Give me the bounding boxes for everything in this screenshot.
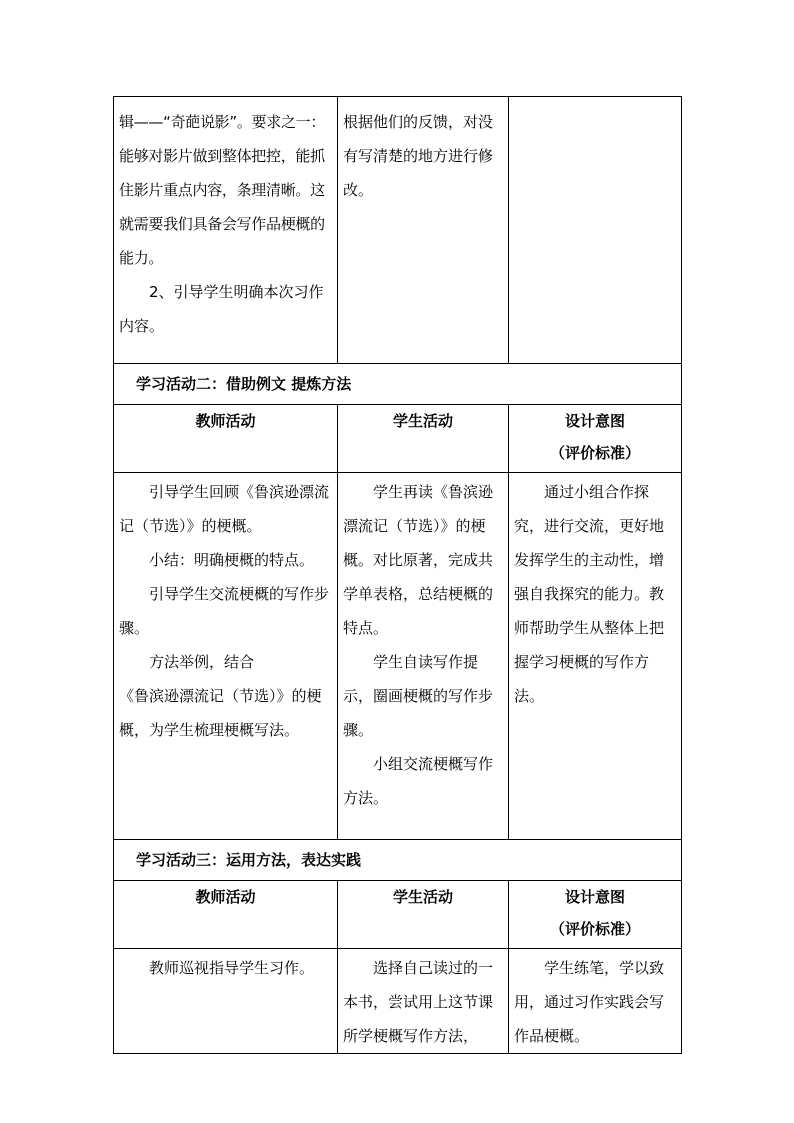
activity2-header-student <box>338 405 509 473</box>
activity3-header-row <box>114 881 682 949</box>
activity2-header-design-sub: （评价标准） <box>549 444 640 462</box>
activity2-header-design <box>509 405 682 473</box>
activity3-title: 学习活动三：运用方法，表达实践 <box>114 840 682 881</box>
activity2-title: 学习活动二：借助例文 提炼方法 <box>114 364 682 405</box>
activity3-title-row <box>114 840 682 881</box>
section1-row <box>114 97 682 364</box>
activity2-student-cell <box>338 473 509 840</box>
activity2-header-row <box>114 405 682 473</box>
activity2-header-teacher-label: 教师活动 <box>195 412 256 430</box>
activity2-teacher-para-3: 引导学生交流梗概的写作步骤。 <box>119 585 330 637</box>
activity2-student-para-2: 学生自读写作提示，圈画梗概的写作步骤。 <box>343 653 494 739</box>
activity2-teacher-para-4: 方法举例，结合 <box>149 653 255 671</box>
lesson-plan-table <box>113 96 682 1054</box>
activity3-teacher-para-1: 教师巡视指导学生习作。 <box>149 959 315 977</box>
activity3-header-design-label: 设计意图 <box>564 888 625 906</box>
activity2-body-row <box>114 473 682 840</box>
activity3-teacher-cell <box>114 949 338 1054</box>
activity2-student-para-3: 小组交流梗概写作方法。 <box>343 755 494 807</box>
activity2-student-para-1: 学生再读《鲁滨逊漂流记（节选）》的梗概。对比原著，完成共学单表格，总结梗概的特点。 <box>343 483 494 637</box>
activity2-design-cell <box>509 473 682 840</box>
activity3-student-cell <box>338 949 509 1054</box>
activity3-header-design <box>509 881 682 949</box>
section1-student-cell <box>338 97 509 364</box>
section1-design-cell <box>509 97 682 364</box>
activity2-teacher-para-1: 引导学生回顾《鲁滨逊漂流记（节选）》的梗概。 <box>119 483 330 535</box>
section1-teacher-para-1: 辑——“奇葩说影”。要求之一：能够对影片做到整体把控，能抓住影片重点内容，条理清晰。这就需要我们具备会写作品梗概的能力。 <box>119 113 326 267</box>
activity2-design-para-1: 通过小组合作探究，进行交流，更好地发挥学生的主动性，增强自我探究的能力。教师帮助学生从整体上把握学习梗概的写作方法。 <box>514 483 665 705</box>
section1-teacher-cell <box>114 97 338 364</box>
activity2-teacher-para-2: 小结：明确梗概的特点。 <box>149 551 315 569</box>
activity3-design-para-1: 学生练笔，学以致用，通过习作实践会写作品梗概。 <box>514 959 665 1045</box>
activity3-header-design-sub: （评价标准） <box>549 920 640 938</box>
activity2-teacher-para-5: 《鲁滨逊漂流记（节选）》的梗概，为学生梳理梗概写法。 <box>119 687 322 739</box>
activity2-header-design-label: 设计意图 <box>564 412 625 430</box>
activity3-design-cell <box>509 949 682 1054</box>
activity3-body-row <box>114 949 682 1054</box>
activity3-student-para-1: 选择自己读过的一本书，尝试用上这节课所学梗概写作方法， <box>343 959 494 1045</box>
activity2-header-student-label: 学生活动 <box>392 412 453 430</box>
activity3-header-student <box>338 881 509 949</box>
activity3-header-teacher <box>114 881 338 949</box>
activity2-teacher-cell <box>114 473 338 840</box>
activity3-header-student-label: 学生活动 <box>392 888 453 906</box>
activity2-header-teacher <box>114 405 338 473</box>
activity3-header-teacher-label: 教师活动 <box>195 888 256 906</box>
activity2-title-row <box>114 364 682 405</box>
section1-teacher-para-2: 2、引导学生明确本次习作内容。 <box>119 283 324 335</box>
section1-student-para-1: 根据他们的反馈，对没有写清楚的地方进行修改。 <box>343 113 494 199</box>
